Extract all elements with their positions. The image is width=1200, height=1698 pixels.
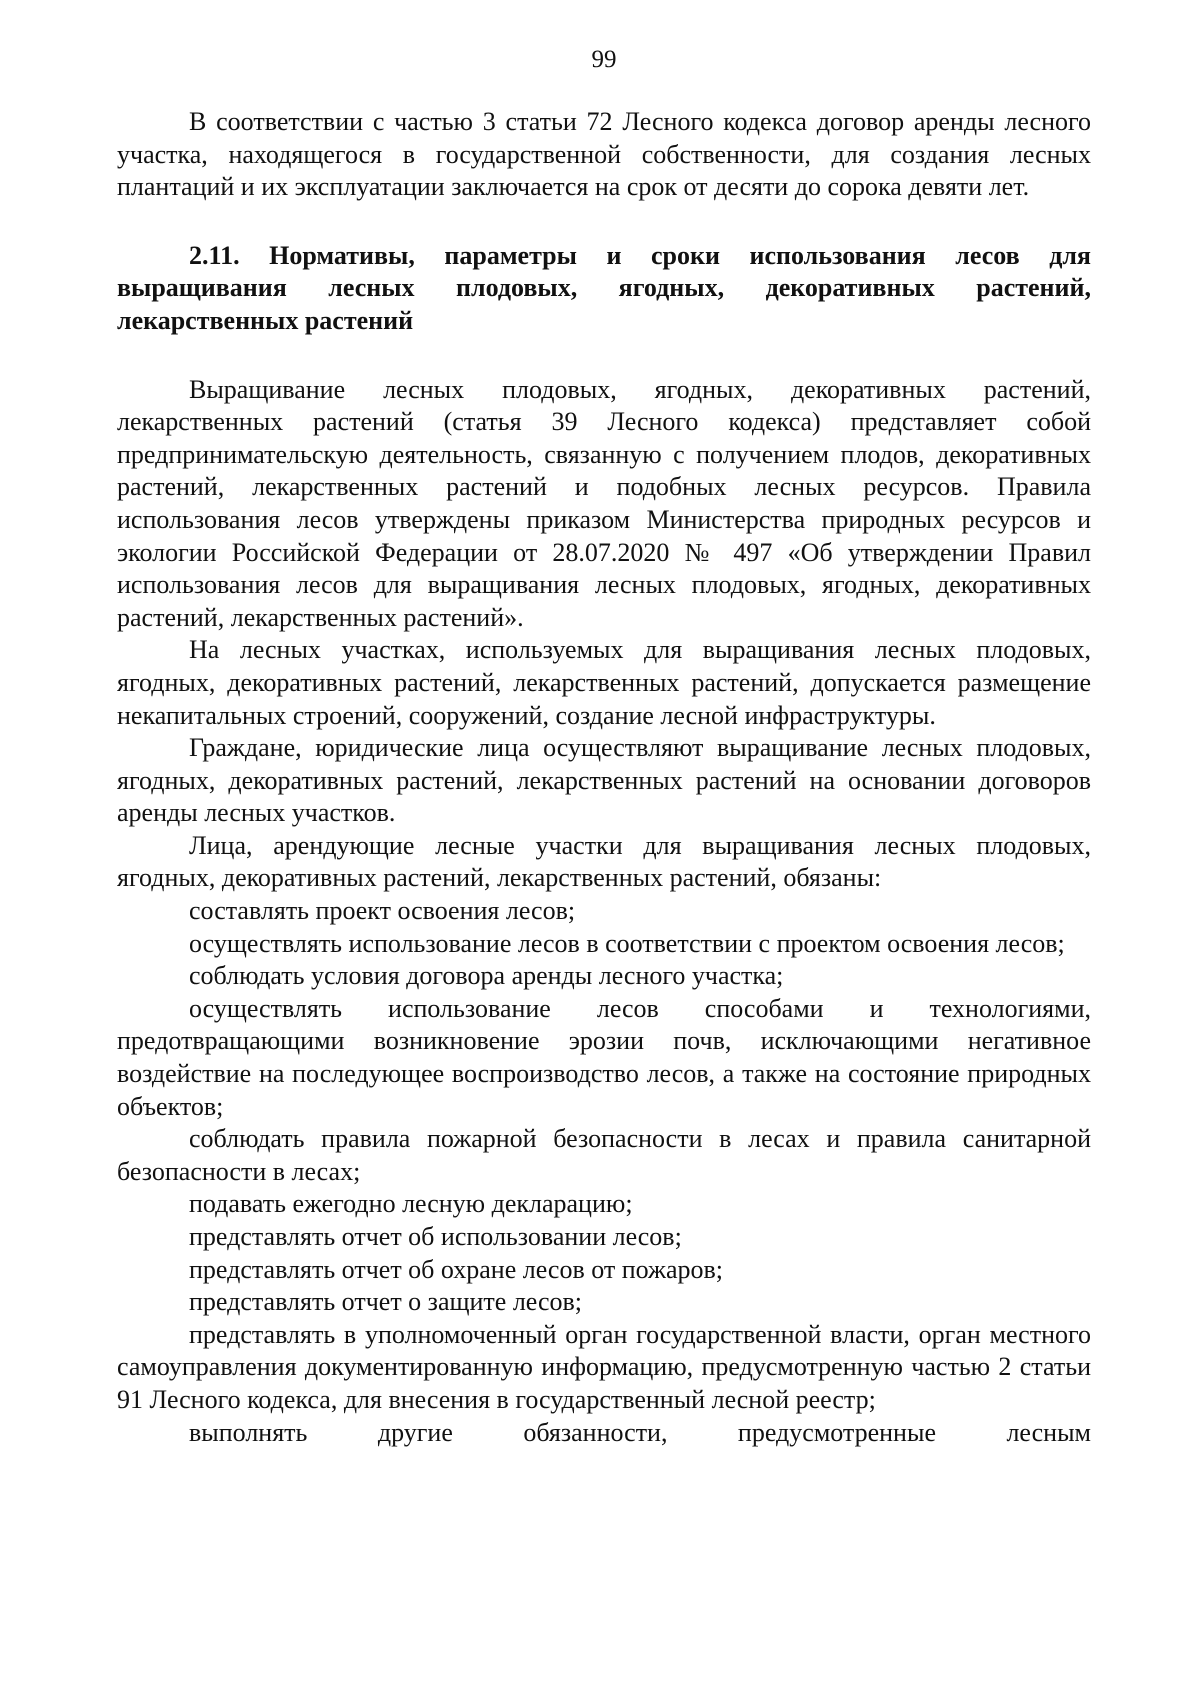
obligation-item: представлять отчет об охране лесов от пожаров; [189,1254,724,1284]
obligation-item: осуществлять использование лесов способами и технологиями, предотвращающими возникновение эрозии почв, исключающими негативное воздействие на последующее воспроизводство лесов, а также на состояние природных объектов; [117,993,1091,1121]
obligation-item: соблюдать правила пожарной безопасности в лесах и правила санитарной безопасности в лесах; [117,1124,1091,1186]
intro-paragraph: В соответствии с частью 3 статьи 72 Лесного кодекса договор аренды лесного участка, находящегося в государственной собственности, для создания лесных плантаций и их эксплуатации заключается на срок от десяти до сорока девяти лет. [117,107,1091,202]
body-paragraph: Лица, арендующие лесные участки для выращивания лесных плодовых, ягодных, декоративных растений, лекарственных растений, обязаны: [117,830,1091,893]
body-paragraph: Граждане, юридические лица осуществляют выращивание лесных плодовых, ягодных, декоративных растений, лекарственных растений на основании договоров аренды лесных участков. [117,733,1091,828]
obligation-item: осуществлять использование лесов в соответствии с проектом освоения лесов; [189,928,1065,958]
obligation-item: представлять отчет о защите лесов; [189,1287,583,1317]
obligation-item: соблюдать условия договора аренды лесного участка; [189,961,784,991]
body-paragraph: Выращивание лесных плодовых, ягодных, декоративных растений, лекарственных растений (статья 39 Лесного кодекса) представляет собой предпринимательскую деятельность, связанную с получением плодов, декоративных растений, лекарственных растений и подобных лесных ресурсов. Правила использования лесов утверждены приказом Министерства природных ресурсов и экологии Российской Федерации от 28.07.2020 № 497 «Об утверждении Правил использования лесов для выращивания лесных плодовых, ягодных, декоративных растений, лекарственных растений». [117,374,1091,632]
section-heading: 2.11. Нормативы, параметры и сроки использования лесов для выращивания лесных плодовых, ягодных, декоративных растений, лекарственных растений [117,240,1091,335]
obligation-item: выполнять другие обязанности, предусмотренные лесным [189,1417,1091,1447]
obligation-item: подавать ежегодно лесную декларацию; [189,1189,633,1219]
document-page [117,44,1091,1449]
obligation-item: составлять проект освоения лесов; [189,896,576,926]
page-number: 99 [591,46,617,73]
obligation-item: представлять в уполномоченный орган государственной власти, орган местного самоуправления документированную информацию, предусмотренную частью 2 статьи 91 Лесного кодекса, для внесения в государственный лесной реестр; [117,1319,1091,1414]
body-paragraph: На лесных участках, используемых для выращивания лесных плодовых, ягодных, декоративных растений, лекарственных растений, допускается размещение некапитальных строений, сооружений, создание лесной инфраструктуры. [117,635,1091,730]
obligation-item: представлять отчет об использовании лесов; [189,1222,682,1251]
